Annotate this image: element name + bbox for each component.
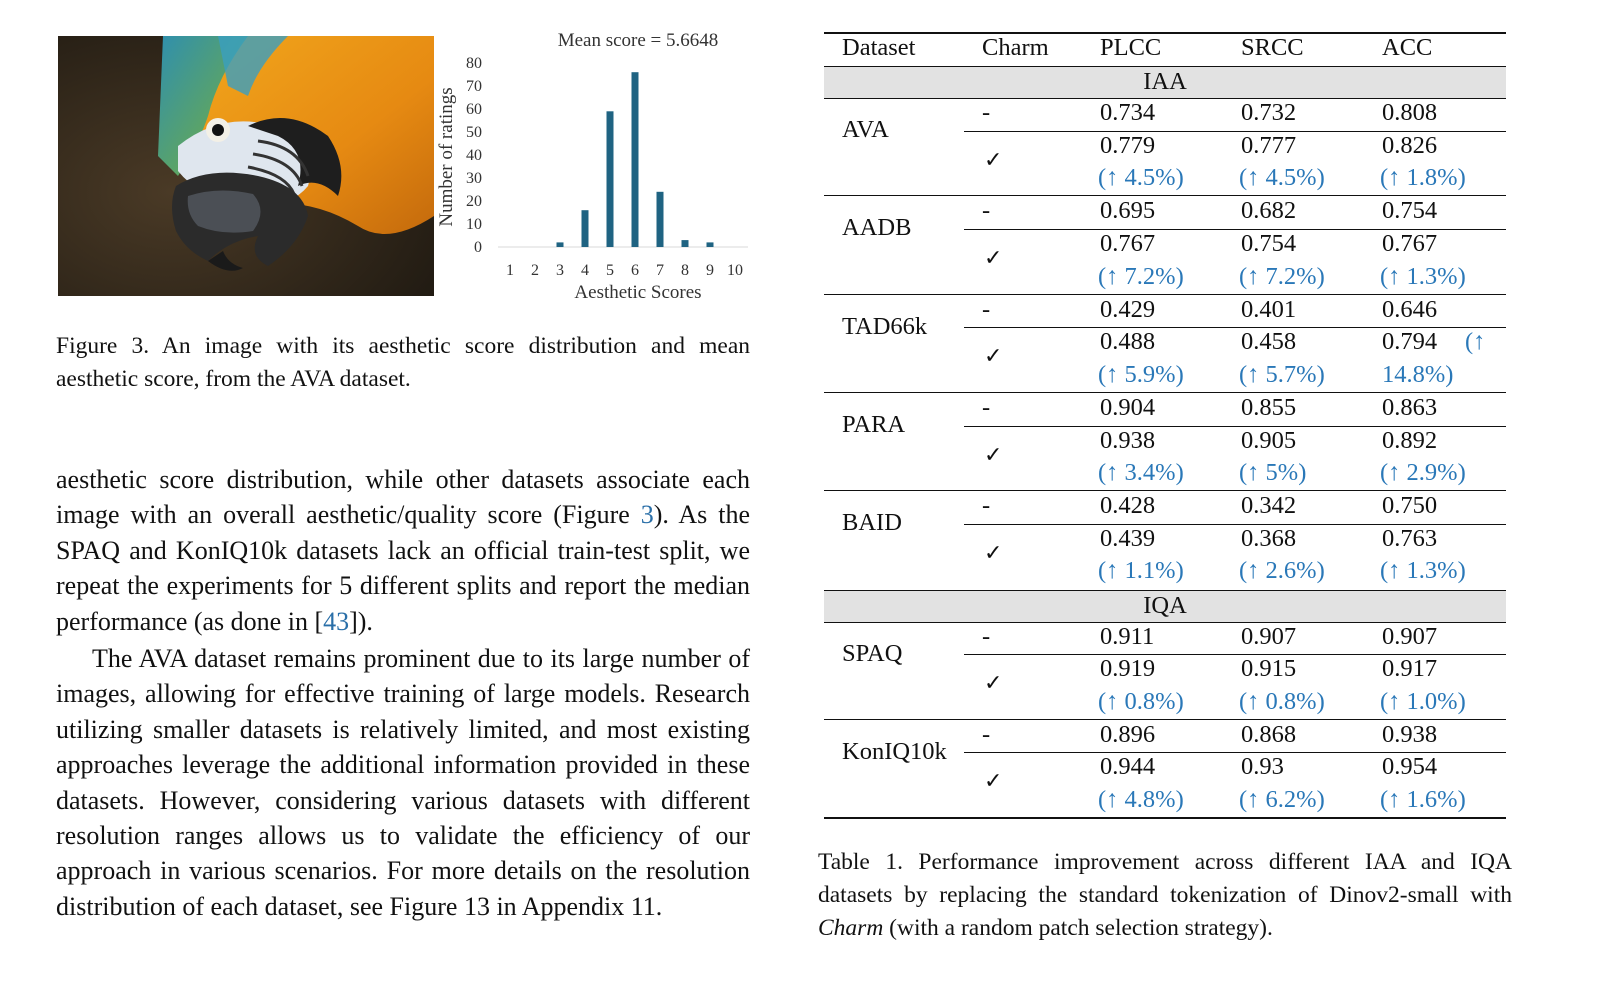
chart-y-tick-label: 70 bbox=[466, 78, 482, 95]
improvement-value: (↑ 1.3%) bbox=[1380, 262, 1466, 290]
figure-photo-macaw bbox=[58, 36, 434, 296]
table-header-plcc: PLCC bbox=[1100, 34, 1162, 61]
improvement-value: (↑ 7.2%) bbox=[1239, 262, 1325, 290]
baseline-value: 0.646 bbox=[1382, 295, 1438, 323]
chart-bar-4 bbox=[582, 210, 589, 247]
baseline-value: 0.911 bbox=[1100, 622, 1155, 650]
improvement-value: (↑ 0.8%) bbox=[1239, 687, 1325, 715]
dataset-name: TAD66k bbox=[842, 312, 928, 340]
charm-off-marker: - bbox=[982, 393, 991, 421]
baseline-value: 0.938 bbox=[1382, 720, 1438, 748]
improvement-value: (↑ 4.5%) bbox=[1239, 164, 1325, 192]
improvement-value: (↑ 1.8%) bbox=[1380, 164, 1466, 192]
chart-x-tick-label: 3 bbox=[556, 262, 564, 279]
table-section-iaa: IAA bbox=[824, 66, 1506, 99]
improvement-value: (↑ 5.7%) bbox=[1239, 360, 1325, 388]
charm-value: 0.767 bbox=[1100, 229, 1156, 257]
chart-x-tick-label: 4 bbox=[581, 262, 589, 279]
dataset-name: PARA bbox=[842, 410, 906, 438]
baseline-value: 0.750 bbox=[1382, 492, 1438, 520]
improvement-value: (↑ bbox=[1465, 328, 1486, 356]
improvement-value: (↑ 6.2%) bbox=[1239, 786, 1325, 813]
improvement-value: 14.8%) bbox=[1382, 360, 1454, 388]
charm-off-marker: - bbox=[982, 622, 991, 650]
chart-y-ticks bbox=[466, 55, 482, 256]
chart-y-tick-label: 0 bbox=[474, 239, 482, 256]
charm-value: 0.954 bbox=[1382, 753, 1438, 781]
dataset-name: AVA bbox=[842, 116, 889, 143]
table-rule bbox=[824, 195, 1506, 196]
improvement-value: (↑ 1.1%) bbox=[1098, 557, 1184, 585]
charm-on-checkmark: ✓ bbox=[984, 344, 1003, 370]
baseline-value: 0.342 bbox=[1241, 492, 1297, 520]
chart-x-tick-label: 9 bbox=[706, 262, 714, 279]
charm-value: 0.779 bbox=[1100, 131, 1156, 159]
paragraph-2: The AVA dataset remains prominent due to its large number of images, allowing for effective training of large models. Research utilizing smaller datasets is relatively limited, and most existing approaches leverage the additional information provided in these datasets. However, considering various datasets with different resolution ranges allows us to validate the efficiency of our approach in various scenarios. For more details on the resolution distribution of each dataset, see Figure 13 in Appendix 11. bbox=[56, 644, 750, 921]
charm-on-checkmark: ✓ bbox=[984, 671, 1003, 697]
chart-x-ticks bbox=[506, 262, 743, 279]
improvement-value: (↑ 7.2%) bbox=[1098, 262, 1184, 290]
table-caption-text-b: (with a random patch selection strategy). bbox=[883, 915, 1273, 941]
chart-bar-6 bbox=[632, 72, 639, 247]
score-distribution-chart bbox=[436, 24, 766, 308]
paragraph-1-text-a: aesthetic score distribution, while other datasets associate each image with an overall aesthetic/quality score (Figure bbox=[56, 465, 750, 530]
charm-off-marker: - bbox=[982, 295, 991, 323]
baseline-value: 0.695 bbox=[1100, 197, 1156, 225]
charm-on-checkmark: ✓ bbox=[984, 245, 1003, 271]
charm-value: 0.892 bbox=[1382, 426, 1438, 454]
charm-value: 0.763 bbox=[1382, 524, 1438, 552]
charm-on-checkmark: ✓ bbox=[984, 769, 1003, 795]
improvement-value: (↑ 5%) bbox=[1239, 459, 1307, 487]
figure-caption: Figure 3. An image with its aesthetic score distribution and mean aesthetic score, from the AVA dataset. bbox=[56, 333, 750, 392]
charm-value: 0.944 bbox=[1100, 753, 1156, 781]
baseline-value: 0.682 bbox=[1241, 197, 1297, 225]
baseline-value: 0.429 bbox=[1100, 295, 1156, 323]
improvement-value: (↑ 2.6%) bbox=[1239, 557, 1325, 585]
paragraph-1 bbox=[56, 462, 750, 639]
chart-y-tick-label: 10 bbox=[466, 216, 482, 233]
table-header-charm: Charm bbox=[982, 34, 1049, 61]
table-rule bbox=[824, 719, 1506, 720]
baseline-value: 0.732 bbox=[1241, 99, 1297, 126]
chart-y-tick-label: 30 bbox=[466, 170, 482, 187]
baseline-value: 0.401 bbox=[1241, 295, 1297, 323]
table-rule bbox=[824, 817, 1506, 819]
chart-y-tick-label: 80 bbox=[466, 55, 482, 72]
dataset-name: KonIQ10k bbox=[842, 737, 947, 765]
baseline-value: 0.734 bbox=[1100, 99, 1156, 126]
charm-value: 0.458 bbox=[1241, 328, 1297, 356]
chart-y-tick-label: 60 bbox=[466, 101, 482, 118]
chart-x-tick-label: 10 bbox=[727, 262, 743, 279]
dataset-name: SPAQ bbox=[842, 639, 903, 667]
table-header-dataset: Dataset bbox=[842, 34, 916, 61]
paragraph-1-text-c: ]). bbox=[349, 606, 373, 636]
chart-x-tick-label: 6 bbox=[631, 262, 639, 279]
chart-x-tick-label: 8 bbox=[681, 262, 689, 279]
charm-off-marker: - bbox=[982, 720, 991, 748]
macaw-illustration bbox=[58, 36, 434, 296]
table-caption bbox=[818, 846, 1512, 945]
baseline-value: 0.808 bbox=[1382, 99, 1438, 126]
table-header-srcc: SRCC bbox=[1241, 34, 1304, 61]
improvement-value: (↑ 5.9%) bbox=[1098, 360, 1184, 388]
chart-x-axis-label: Aesthetic Scores bbox=[574, 282, 702, 303]
charm-off-marker: - bbox=[982, 197, 991, 225]
charm-on-checkmark: ✓ bbox=[984, 147, 1003, 173]
improvement-value: (↑ 1.6%) bbox=[1380, 786, 1466, 813]
charm-off-marker: - bbox=[982, 99, 991, 126]
chart-y-axis-label: Number of ratings bbox=[436, 87, 457, 227]
chart-x-tick-label: 7 bbox=[656, 262, 664, 279]
citation-link[interactable]: 43 bbox=[323, 606, 350, 636]
chart-y-tick-label: 50 bbox=[466, 124, 482, 141]
chart-bars bbox=[557, 72, 714, 247]
charm-value: 0.917 bbox=[1382, 655, 1438, 683]
charm-value: 0.93 bbox=[1241, 753, 1284, 781]
table-caption-method: Charm bbox=[818, 915, 884, 941]
figure-ref-link[interactable]: 3 bbox=[640, 500, 654, 530]
charm-on-checkmark: ✓ bbox=[984, 540, 1003, 566]
improvement-value: (↑ 0.8%) bbox=[1098, 687, 1184, 715]
chart-x-tick-label: 2 bbox=[531, 262, 539, 279]
charm-value: 0.905 bbox=[1241, 426, 1297, 454]
charm-value: 0.938 bbox=[1100, 426, 1156, 454]
improvement-value: (↑ 1.3%) bbox=[1380, 557, 1466, 585]
charm-value: 0.439 bbox=[1100, 524, 1156, 552]
improvement-value: (↑ 3.4%) bbox=[1098, 459, 1184, 487]
dataset-name: AADB bbox=[842, 214, 912, 242]
table-rule bbox=[824, 392, 1506, 393]
charm-value: 0.767 bbox=[1382, 229, 1438, 257]
improvement-value: (↑ 4.5%) bbox=[1098, 164, 1184, 192]
baseline-value: 0.754 bbox=[1382, 197, 1438, 225]
chart-x-tick-label: 1 bbox=[506, 262, 514, 279]
charm-value: 0.488 bbox=[1100, 328, 1156, 356]
chart-title: Mean score = 5.6648 bbox=[557, 30, 719, 51]
baseline-value: 0.896 bbox=[1100, 720, 1156, 748]
charm-value: 0.919 bbox=[1100, 655, 1156, 683]
chart-y-tick-label: 40 bbox=[466, 147, 482, 164]
chart-bar-3 bbox=[557, 242, 564, 247]
dataset-name: BAID bbox=[842, 509, 902, 537]
charm-value: 0.777 bbox=[1241, 131, 1297, 159]
charm-on-checkmark: ✓ bbox=[984, 442, 1003, 468]
baseline-value: 0.904 bbox=[1100, 393, 1156, 421]
charm-value: 0.826 bbox=[1382, 131, 1438, 159]
chart-bar-9 bbox=[707, 242, 714, 247]
baseline-value: 0.855 bbox=[1241, 393, 1297, 421]
chart-bar-8 bbox=[682, 240, 689, 247]
table-section-iqa: IQA bbox=[824, 590, 1506, 623]
improvement-value: (↑ 2.9%) bbox=[1380, 459, 1466, 487]
improvement-value: (↑ 1.0%) bbox=[1380, 687, 1466, 715]
improvement-value: (↑ 4.8%) bbox=[1098, 786, 1184, 813]
charm-value: 0.368 bbox=[1241, 524, 1297, 552]
chart-bar-5 bbox=[607, 111, 614, 247]
paragraph-1-text-b: ). As the SPAQ and KonIQ10k datasets lack an official train-test split, we repeat the experiments for 5 different splits and report the median performance (as done in [ bbox=[56, 500, 750, 636]
chart-bar-7 bbox=[657, 192, 664, 247]
chart-x-tick-label: 5 bbox=[606, 262, 614, 279]
table-rule bbox=[824, 490, 1506, 491]
charm-value: 0.754 bbox=[1241, 229, 1297, 257]
table-caption-text-a: Table 1. Performance improvement across different IAA and IQA datasets by replacing the standard tokenization of Dinov2-small with bbox=[818, 849, 1512, 908]
chart-y-tick-label: 20 bbox=[466, 193, 482, 210]
baseline-value: 0.428 bbox=[1100, 492, 1156, 520]
baseline-value: 0.907 bbox=[1241, 622, 1297, 650]
table-rule bbox=[824, 294, 1506, 295]
table-header-acc: ACC bbox=[1382, 34, 1433, 61]
baseline-value: 0.868 bbox=[1241, 720, 1297, 748]
baseline-value: 0.863 bbox=[1382, 393, 1438, 421]
charm-value: 0.794 bbox=[1382, 328, 1438, 356]
charm-off-marker: - bbox=[982, 492, 991, 520]
charm-value: 0.915 bbox=[1241, 655, 1297, 683]
baseline-value: 0.907 bbox=[1382, 622, 1438, 650]
body-text bbox=[56, 462, 750, 924]
